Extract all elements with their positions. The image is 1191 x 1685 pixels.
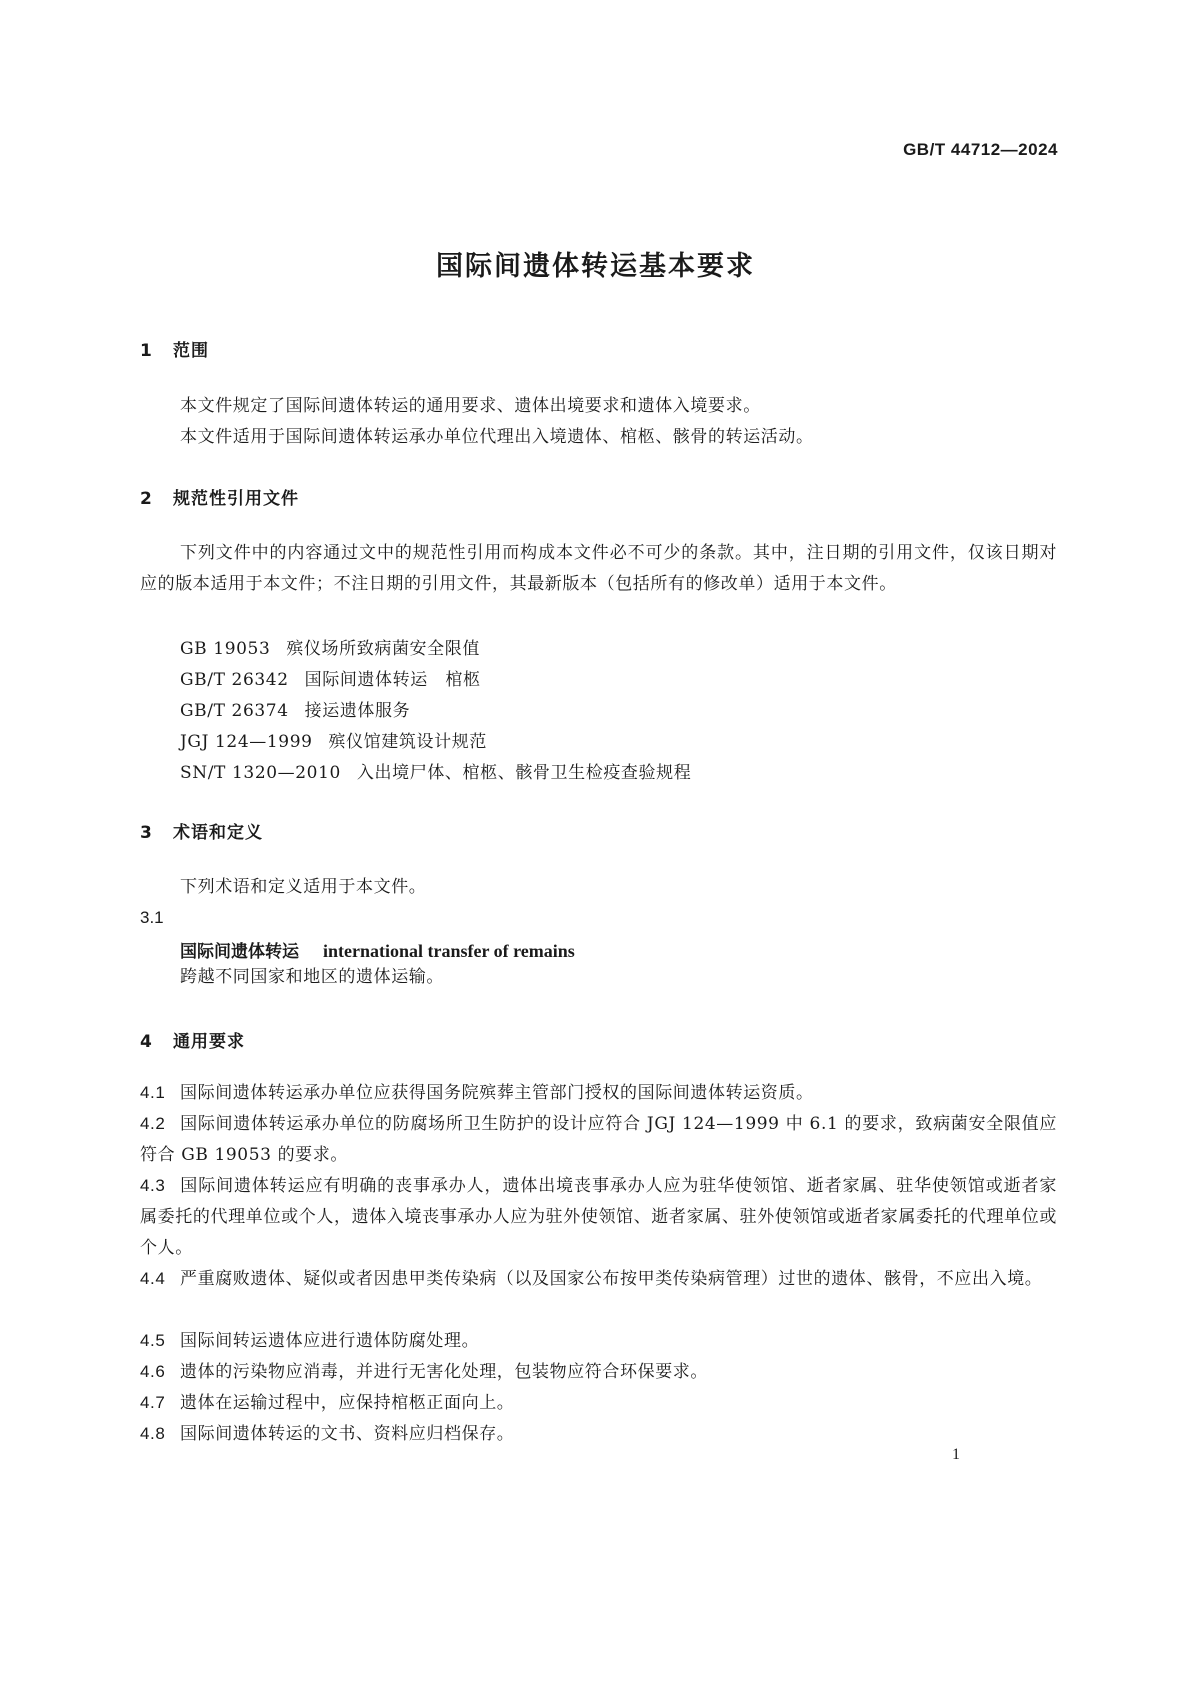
section-3-heading — [140, 818, 263, 843]
requirement-item — [140, 1387, 1057, 1419]
requirement-number: 4.2 — [140, 1114, 166, 1133]
reference-title: 入出境尸体、棺柩、骸骨卫生检疫查验规程 — [356, 763, 692, 783]
term-number: 3.1 — [140, 908, 164, 927]
section-1-heading — [140, 336, 209, 361]
reference-code: GB/T 26374 — [180, 701, 289, 721]
requirement-text: 国际间转运遗体应进行遗体防腐处理。 — [180, 1331, 480, 1351]
reference-code: GB 19053 — [180, 639, 271, 659]
requirement-text: 国际间遗体转运的文书、资料应归档保存。 — [180, 1424, 515, 1444]
section-number: 2 — [140, 489, 153, 509]
reference-code: SN/T 1320—2010 — [180, 763, 341, 783]
reference-item — [180, 727, 487, 752]
section-number: 1 — [140, 341, 153, 361]
section-title: 规范性引用文件 — [173, 489, 299, 509]
requirement-number: 4.8 — [140, 1424, 166, 1443]
reference-title: 殡仪馆建筑设计规范 — [328, 732, 487, 752]
section-number: 3 — [140, 823, 153, 843]
reference-title: 国际间遗体转运 棺柩 — [304, 670, 481, 690]
section-title: 术语和定义 — [173, 823, 263, 843]
reference-title: 殡仪场所致病菌安全限值 — [286, 639, 480, 659]
requirement-item — [140, 1077, 1057, 1109]
term-chinese: 国际间遗体转运 — [180, 942, 299, 962]
reference-item — [180, 758, 691, 783]
paragraph: 下列文件中的内容通过文中的规范性引用而构成本文件必不可少的条款。其中，注日期的引用文件，仅该日期对应的版本适用于本文件；不注日期的引用文件，其最新版本（包括所有的修改单）适用于本文件。 — [140, 543, 1057, 594]
requirement-number: 4.6 — [140, 1362, 166, 1381]
requirement-number: 4.4 — [140, 1269, 166, 1288]
paragraph: 本文件适用于国际间遗体转运承办单位代理出入境遗体、棺柩、骸骨的转运活动。 — [180, 427, 814, 447]
paragraph: 本文件规定了国际间遗体转运的通用要求、遗体出境要求和遗体入境要求。 — [180, 396, 761, 416]
reference-item — [180, 696, 410, 721]
requirement-text: 严重腐败遗体、疑似或者因患甲类传染病（以及国家公布按甲类传染病管理）过世的遗体、骸骨，不应出入境。 — [180, 1269, 1043, 1289]
standard-code: GB/T 44712—2024 — [903, 140, 1058, 159]
reference-item — [180, 665, 481, 690]
requirement-item — [140, 1418, 1057, 1450]
section-title: 范围 — [173, 341, 209, 361]
requirement-number: 4.1 — [140, 1083, 166, 1102]
requirement-item — [140, 1170, 1057, 1264]
term-entry — [180, 937, 575, 962]
requirement-item — [140, 1108, 1057, 1171]
section-4-heading — [140, 1027, 245, 1052]
requirement-text: 遗体的污染物应消毒，并进行无害化处理，包装物应符合环保要求。 — [180, 1362, 708, 1382]
document-title: 国际间遗体转运基本要求 — [436, 251, 755, 282]
requirement-number: 4.5 — [140, 1331, 166, 1350]
page-number: 1 — [952, 1446, 960, 1463]
reference-title: 接运遗体服务 — [304, 701, 411, 721]
term-english: international transfer of remains — [323, 941, 575, 961]
requirement-item — [140, 1325, 1057, 1357]
requirement-number: 4.7 — [140, 1393, 166, 1412]
term-definition: 跨越不同国家和地区的遗体运输。 — [180, 967, 444, 987]
requirement-text: 国际间遗体转运承办单位应获得国务院殡葬主管部门授权的国际间遗体转运资质。 — [180, 1083, 814, 1103]
paragraph: 下列术语和定义适用于本文件。 — [180, 877, 427, 897]
requirement-text: 国际间遗体转运应有明确的丧事承办人，遗体出境丧事承办人应为驻华使领馆、逝者家属、驻华使领馆或逝者家属委托的代理单位或个人，遗体入境丧事承办人应为驻外使领馆、逝者家属、驻外使领馆或逝者家属委托的代理单位或个人。 — [140, 1176, 1057, 1258]
requirement-number: 4.3 — [140, 1176, 166, 1195]
requirement-text: 国际间遗体转运承办单位的防腐场所卫生防护的设计应符合 JGJ 124—1999 中 6.1 的要求，致病菌安全限值应符合 GB 19053 的要求。 — [140, 1114, 1057, 1165]
reference-item — [180, 634, 480, 659]
requirement-item — [140, 1356, 1057, 1388]
requirement-item — [140, 1263, 1057, 1295]
section-title: 通用要求 — [173, 1032, 245, 1052]
reference-code: JGJ 124—1999 — [180, 732, 313, 752]
section-number: 4 — [140, 1032, 153, 1052]
reference-code: GB/T 26342 — [180, 670, 289, 690]
requirement-text: 遗体在运输过程中，应保持棺柩正面向上。 — [180, 1393, 515, 1413]
section-2-heading — [140, 484, 299, 509]
